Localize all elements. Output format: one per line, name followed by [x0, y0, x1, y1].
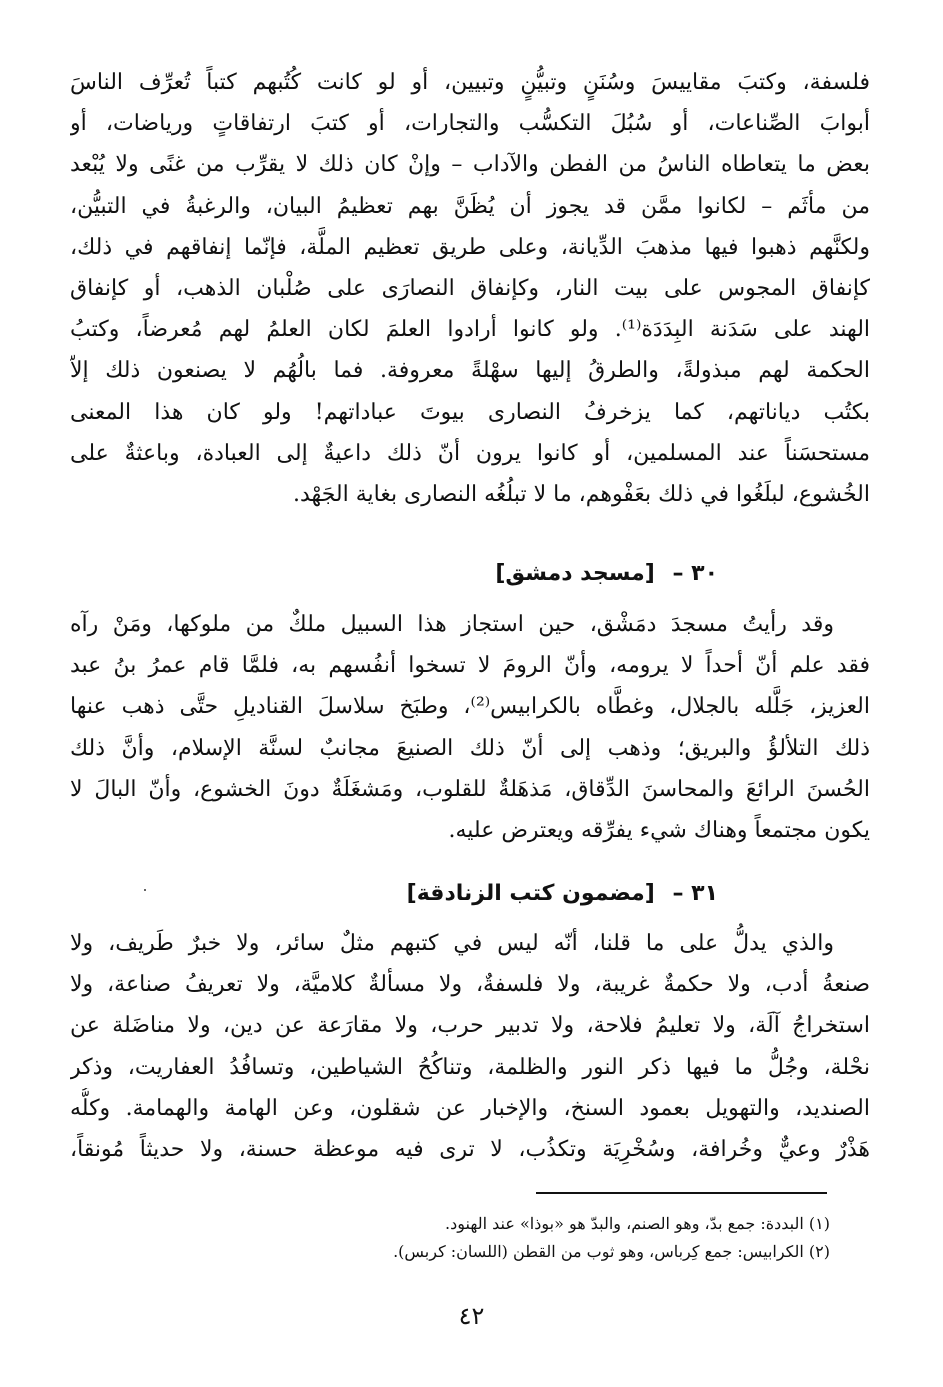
text-line: فلسفة، وكتبَ مقاييسَ وسُنَنٍ وتبيُّنٍ وتبيين، أو لو كانت كُتُبهم كتباً تُعرِّف الناسَ — [70, 70, 870, 95]
page-number: ٤٢ — [458, 1302, 485, 1330]
text-line: العزيز، جَلَّله بالجلال، وغطَّاه بالكرابيس⁽²⁾، وطبَخ سلاسلَ القناديلِ حتَّى ذهب عنها — [70, 694, 870, 720]
text-line: كإنفاق المجوس على بيت النار، وكإنفاق النصارَى على صُلْبان الذهب، أو كإنفاق — [70, 275, 870, 301]
section-number: ٣٠ – — [672, 561, 718, 586]
text-line: الصنديد، والتهويل بعمود السنخ، والإخبار عن شقلون، وعن الهامة والهمامة. وكلُّه — [70, 1095, 870, 1121]
text-line: ولكنَّهم ذهبوا فيها مذهبَ الدِّيانة، وعلى طريق تعظيم الملَّة، فإنّما إنفاقهم في ذلك، — [70, 234, 870, 260]
text-line: ذلك التلألؤُ والبريق؛ وذهب إلى أنّ ذلك الصنيعَ مجانبٌ لسنَّة الإسلام، وأنَّ ذلك — [70, 735, 870, 761]
text-line: يكون مجتمعاً وهناك شيء يفرِّقه ويعترض عليه. — [448, 817, 870, 843]
text-line: صنعةُ أدب، ولا حكمةٌ غريبة، ولا فلسفةٌ، ولا مسألةٌ كلاميَّة، ولا تعريفُ صناعة، ولا — [70, 972, 870, 998]
section-number: ٣١ – — [672, 881, 718, 906]
section-31-heading — [70, 876, 870, 912]
section-29-continued-paragraph — [70, 62, 870, 515]
text-line: فقد علم أنّ أحداً لا يرومه، وأنّ الرومَ لا تسخوا أنفُسهم به، فلمَّا قام عمرُ بنُ عبد — [70, 653, 870, 679]
text-line: الخُشوع، لبلَغُوا في ذلك بعَفْوهم، ما لا تبلُغُه النصارى بغاية الجَهْد. — [293, 481, 870, 507]
section-31-paragraph — [70, 923, 870, 1170]
section-30-heading — [70, 556, 870, 592]
text-line: مستحسَناً عند المسلمين، أو كانوا يرون أنّ ذلك داعيةٌ إلى العبادة، وباعثةٌ على — [70, 440, 870, 466]
text-line: نحْلة، وجُلُّ ما فيها ذكر النور والظلمة، وتناكُحُ الشياطين، وتسافُدُ العفاريت، وذكر — [70, 1054, 870, 1080]
section-title: [مسجد دمشق] — [495, 561, 655, 586]
text-line: وقد رأيتُ مسجدَ دمَشْق، حين استجاز هذا السبيل ملكٌ من ملوكها، ومَنْ رآه — [70, 612, 834, 637]
footnotes — [70, 1210, 830, 1266]
text-line: الحكمة لهم مبذولةً، والطرقُ إليها سهْلةً معروفة. فما بالُهُم لا يصنعون ذلك إلاّ — [70, 358, 870, 384]
footnote-2: (٢) الكرابيس: جمع كِرباس، وهو ثوب من القطن (اللسان: كربس). — [393, 1242, 830, 1261]
text-line: استخراجُ آلَة، ولا تعليمُ فلاحة، ولا تدبير حرب، ولا مقارَعة عن دين، ولا مناضَلة عن — [70, 1013, 870, 1039]
text-line: من مأثَم – لكانوا ممَّن قد يجوز أن يُظَنَّ بهم تعظيمُ البيان، والرغبةُ في التبيُّن، — [70, 193, 870, 219]
text-line: الهند على سَدَنة البِدَدَة⁽¹⁾. ولو كانوا أرادوا العلمَ لكان العلمُ لهم مُعرضاً، وكتبُ — [70, 317, 870, 343]
text-line: أبوابَ الصِّناعات، أو سُبُلَ التكسُّب والتجارات، أو كتبَ ارتفاقاتٍ ورياضات، أو — [70, 111, 870, 137]
text-line: هَذْرٌ وعيٌّ وخُرافة، وسُخْرِيَة وتكذُب، لا ترى فيه موعظة حسنة، ولا حديثاً مُونقاً، — [70, 1136, 870, 1162]
footnote-1: (١) البددة: جمع بدّ، وهو الصنم، والبدّ هو «بوذا» عند الهنود. — [445, 1214, 830, 1233]
footnote-separator — [536, 1192, 827, 1194]
text-line: والذي يدلُّ على ما قلنا، أنّه ليس في كتبهم مثلٌ سائر، ولا خبرٌ طَريف، ولا — [70, 931, 834, 956]
section-30-paragraph — [70, 604, 870, 851]
section-title: [مضمون كتب الزنادقة] — [406, 881, 655, 906]
text-line: الحُسنَ الرائعَ والمحاسنَ الدِّقاق، مَذهَلةٌ للقلوب، ومَشغَلَةٌ دونَ الخشوع، وأنّ البالَ لا — [70, 776, 870, 802]
stray-mark — [144, 889, 146, 891]
text-line: بكتُب دياناتهم، كما يزخرفُ النصارى بيوتَ عباداتهم! ولو كان هذا المعنى — [70, 399, 870, 425]
text-line: بعض ما يتعاطاه الناسُ من الفطن والآداب – وإنْ كان ذلك لا يقرِّب من غنًى ولا يُبْعد — [70, 152, 870, 178]
